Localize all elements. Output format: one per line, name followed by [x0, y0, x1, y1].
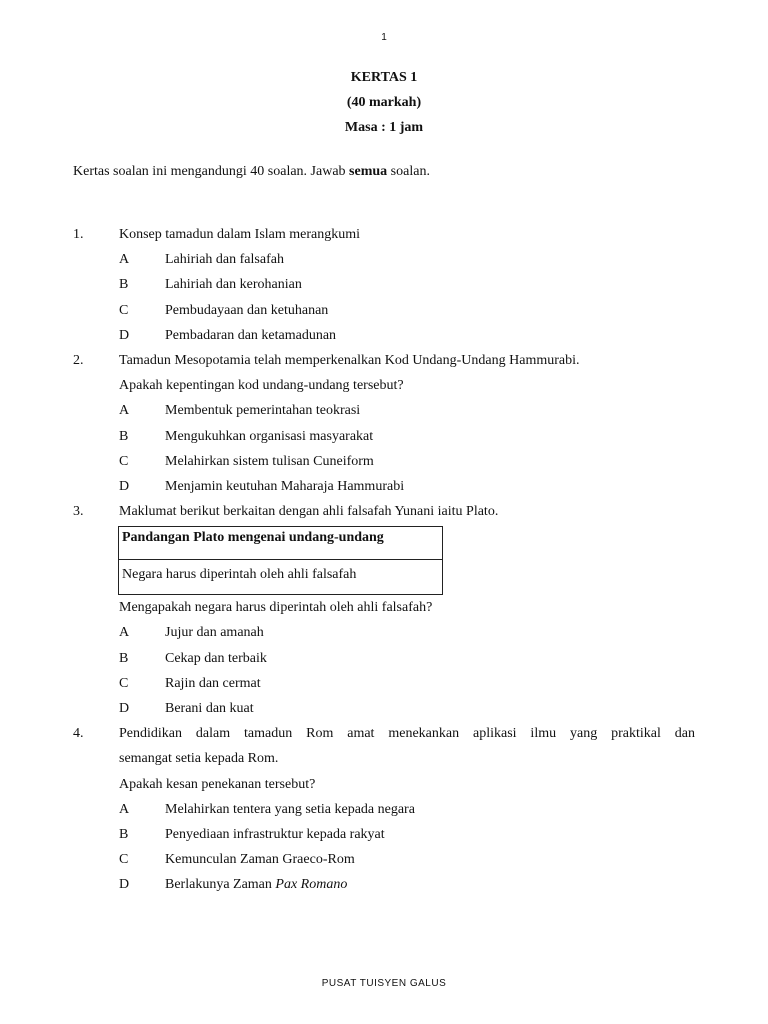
option-text: Melahirkan tentera yang setia kepada negara	[165, 801, 415, 817]
option-text-plain: Berlakunya Zaman	[165, 877, 276, 893]
option-letter: C	[119, 675, 129, 691]
option-letter: D	[119, 327, 130, 343]
info-box	[118, 526, 443, 595]
info-box-body: Negara harus diperintah oleh ahli falsafah	[122, 567, 357, 583]
option-d	[73, 700, 695, 725]
option-letter: C	[119, 453, 129, 469]
option-letter: B	[119, 826, 129, 842]
question-text: Tamadun Mesopotamia telah memperkenalkan Kod Undang-Undang Hammurabi.	[119, 352, 580, 368]
option-text: Melahirkan sistem tulisan Cuneiform	[165, 453, 374, 469]
question-number: 3.	[73, 504, 84, 520]
instruction-end: soalan.	[387, 164, 430, 179]
total-marks: (40 markah)	[346, 95, 422, 110]
option-c	[73, 675, 695, 700]
option-text: Membentuk pemerintahan teokrasi	[165, 403, 361, 419]
option-letter: B	[119, 428, 129, 444]
question-3	[73, 503, 695, 725]
option-text: Jujur dan amanah	[165, 625, 264, 641]
question-list	[73, 226, 695, 902]
question-number: 2.	[73, 352, 84, 368]
question-1	[73, 226, 695, 352]
option-text	[165, 876, 347, 894]
option-text: Rajin dan cermat	[165, 675, 261, 691]
option-letter: A	[119, 801, 130, 817]
option-letter: A	[119, 252, 130, 268]
option-text: Menjamin keutuhan Maharaja Hammurabi	[165, 478, 405, 494]
option-letter: D	[119, 877, 130, 893]
paper-title: KERTAS 1	[350, 70, 418, 85]
instruction-emphasis: semua	[349, 164, 388, 179]
option-letter: A	[119, 625, 130, 641]
option-text: Pembadaran dan ketamadunan	[165, 327, 337, 343]
option-text: Lahiriah dan kerohanian	[165, 277, 302, 293]
option-letter: C	[119, 302, 129, 318]
option-letter: A	[119, 403, 130, 419]
option-a	[73, 624, 695, 649]
option-a	[73, 402, 695, 427]
question-text: Mengapakah negara harus diperintah oleh ahli falsafah?	[119, 600, 433, 616]
option-a	[73, 801, 695, 826]
question-2	[73, 352, 695, 503]
footer-centre-name: PUSAT TUISYEN GALUS	[321, 978, 447, 989]
option-letter: C	[119, 852, 129, 868]
question-text: Apakah kepentingan kod undang-undang tersebut?	[119, 378, 404, 394]
time-allowed: Masa : 1 jam	[344, 120, 424, 135]
option-letter: D	[119, 701, 130, 716]
option-b	[73, 826, 695, 851]
option-b	[73, 650, 695, 675]
question-text: Pendidikan dalam tamadun Rom amat menekankan aplikasi ilmu yang praktikal dan	[119, 726, 695, 742]
exam-header	[0, 69, 768, 144]
question-4	[73, 725, 695, 901]
question-text: Apakah kesan penekanan tersebut?	[119, 776, 316, 792]
option-text-italic: Pax Romano	[275, 877, 348, 893]
option-a	[73, 251, 695, 276]
option-d	[73, 327, 695, 352]
option-c	[73, 302, 695, 327]
option-text: Lahiriah dan falsafah	[165, 252, 284, 268]
option-b	[73, 428, 695, 453]
option-letter: B	[119, 277, 129, 293]
option-text: Kemunculan Zaman Graeco-Rom	[165, 852, 355, 868]
question-number: 1.	[73, 227, 84, 242]
instruction-text: Kertas soalan ini mengandungi 40 soalan. Jawab	[73, 164, 350, 179]
option-d	[73, 876, 695, 901]
option-letter: B	[119, 650, 129, 666]
option-text: Berani dan kuat	[165, 701, 254, 716]
option-b	[73, 276, 695, 301]
info-box-heading: Pandangan Plato mengenai undang-undang	[119, 527, 442, 560]
question-number: 4.	[73, 726, 84, 742]
option-text: Penyediaan infrastruktur kepada rakyat	[165, 826, 385, 842]
option-text: Mengukuhkan organisasi masyarakat	[165, 428, 374, 444]
option-d	[73, 478, 695, 503]
option-c	[73, 453, 695, 478]
option-c	[73, 851, 695, 876]
page-number: 1	[381, 32, 387, 43]
option-text: Pembudayaan dan ketuhanan	[165, 302, 329, 318]
question-text: semangat setia kepada Rom.	[119, 751, 279, 767]
option-letter: D	[119, 478, 130, 494]
instruction	[73, 163, 430, 181]
question-text: Konsep tamadun dalam Islam merangkumi	[119, 227, 361, 242]
option-text: Cekap dan terbaik	[165, 650, 267, 666]
question-text: Maklumat berikut berkaitan dengan ahli falsafah Yunani iaitu Plato.	[119, 504, 499, 520]
